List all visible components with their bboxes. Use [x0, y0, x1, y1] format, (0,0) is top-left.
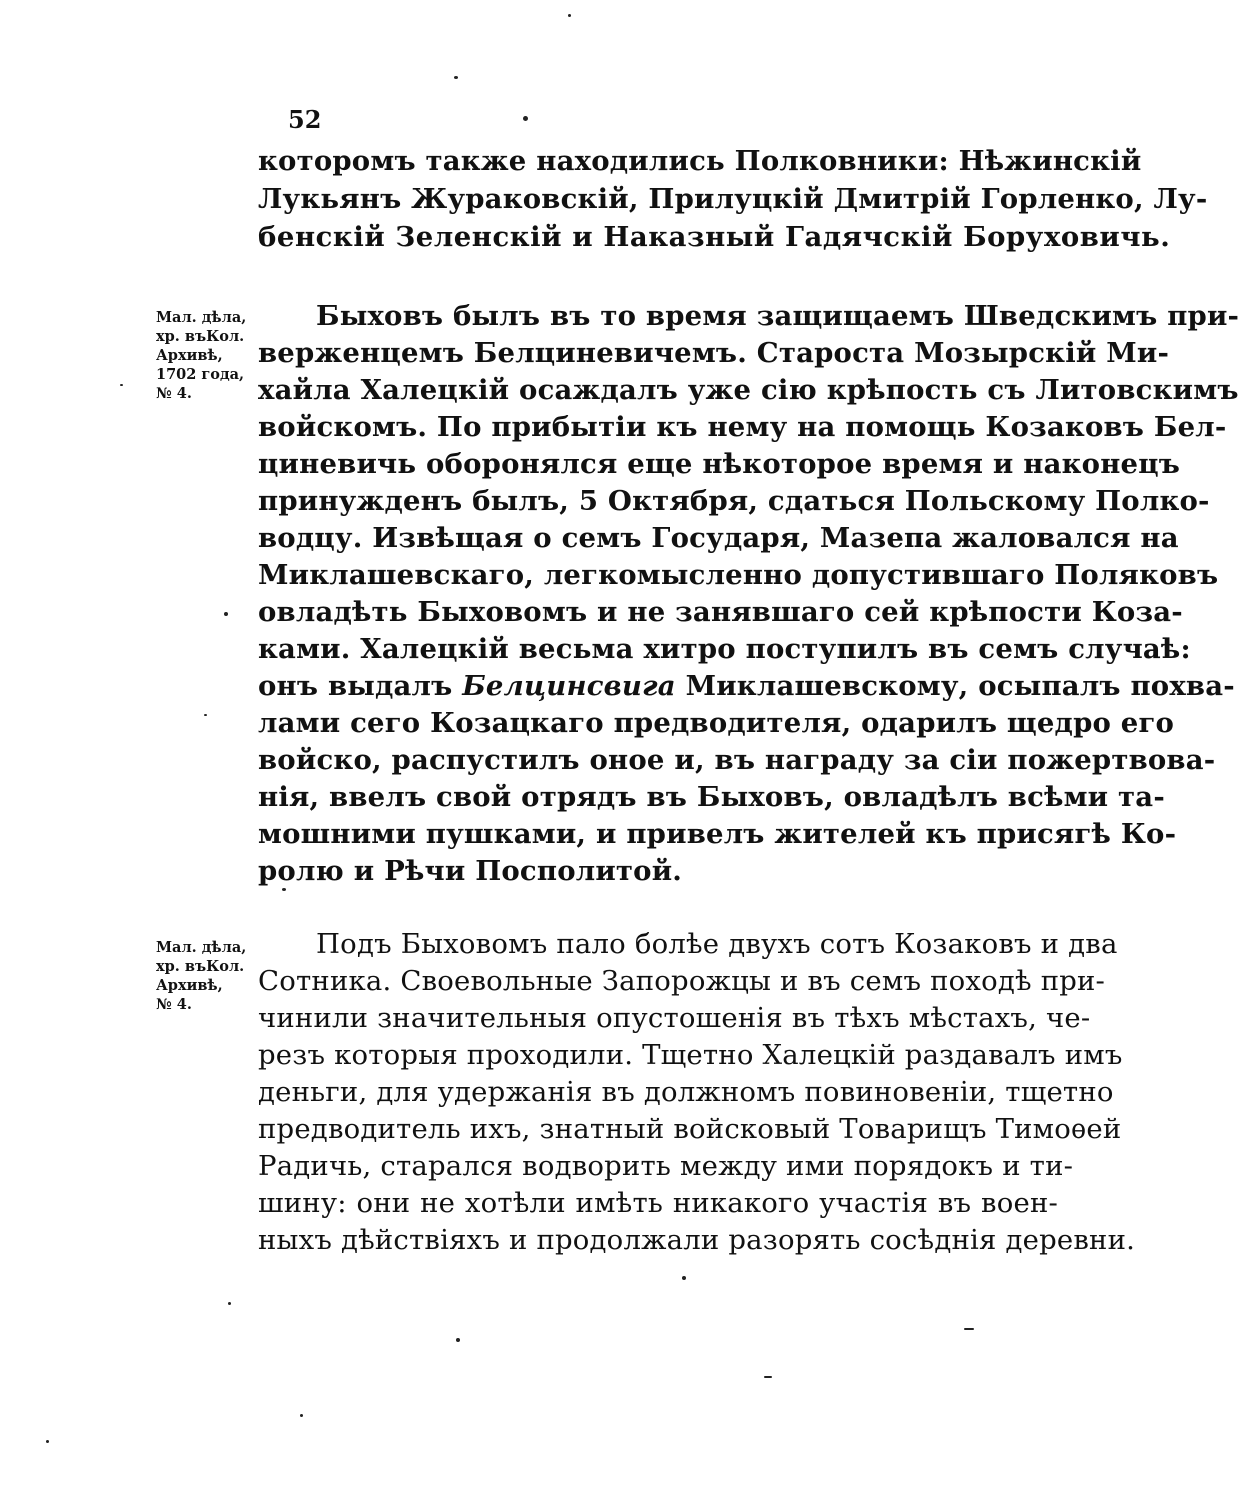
- text-line: ролю и Рѣчи Посполитой.: [258, 855, 683, 887]
- text-line: бенскій Зеленскій и Наказный Гадячскій Боруховичь.: [258, 221, 1171, 253]
- text-line: нія, ввелъ свой отрядъ въ Быховъ, овладѣлъ всѣми та-: [258, 781, 1165, 813]
- text-line-mixed: [258, 668, 1235, 705]
- text-line: Миклашевскаго, легкомысленно допустившаго Поляковъ: [258, 559, 1219, 591]
- text-line: Лукьянъ Жураковскій, Прилуцкій Дмитрій Горленко, Лу-: [258, 183, 1208, 215]
- italic-name: Белцинсвига: [462, 670, 676, 702]
- text-line: верженцемъ Белциневичемъ. Староста Мозырскій Ми-: [258, 337, 1170, 369]
- text-span: Миклашевскому, осыпалъ похва-: [685, 670, 1235, 702]
- marginal-note-line: Мал. дѣла,: [156, 939, 247, 956]
- marginal-note-line: 1702 года,: [156, 366, 245, 383]
- text-line: хайла Халецкій осаждалъ уже сію крѣпость съ Литовскимъ: [258, 374, 1239, 406]
- text-line: ками. Халецкій весьма хитро поступилъ въ семъ случаѣ:: [258, 633, 1191, 665]
- text-line: лами сего Козацкаго предводителя, одарилъ щедро его: [258, 707, 1175, 739]
- scan-speck: [204, 714, 207, 716]
- text-line: шину: они не хотѣли имѣть никакого участія въ воен-: [258, 1187, 1058, 1219]
- text-line: мошними пушками, и привелъ жителей къ присягѣ Ко-: [258, 818, 1177, 850]
- marginal-note-line: Архивѣ,: [156, 347, 223, 364]
- text-line: Радичь, старался водворить между ими порядокъ и ти-: [258, 1150, 1074, 1182]
- marginal-note-line: хр. въКол.: [156, 958, 245, 975]
- text-line: которомъ также находились Полковники: Нѣжинскій: [258, 145, 1142, 177]
- text-line: резъ которыя проходили. Тщетно Халецкій раздавалъ имъ: [258, 1039, 1123, 1071]
- text-line: деньги, для удержанія въ должномъ повиновеніи, тщетно: [258, 1076, 1114, 1108]
- scan-speck: [568, 14, 571, 17]
- scan-speck: [300, 1414, 303, 1417]
- text-line: водцу. Извѣщая о семъ Государя, Мазепа жаловался на: [258, 522, 1179, 554]
- text-line: овладѣть Быховомъ и не занявшаго сей крѣпости Коза-: [258, 596, 1183, 628]
- marginal-note-line: Архивѣ,: [156, 977, 223, 994]
- marginal-note-line: № 4.: [156, 385, 192, 402]
- scan-speck: [282, 888, 286, 891]
- text-line: Быховъ былъ въ то время защищаемъ Шведскимъ при-: [316, 300, 1239, 332]
- scan-speck: [523, 116, 528, 121]
- text-line: предводитель ихъ, знатный войсковый Товарищъ Тимоѳей: [258, 1113, 1122, 1145]
- text-line: войско, распустилъ оное и, въ награду за сіи пожертвова-: [258, 744, 1216, 776]
- marginal-note-line: хр. въКол.: [156, 328, 245, 345]
- text-line: чинили значительныя опустошенія въ тѣхъ мѣстахъ, че-: [258, 1002, 1091, 1034]
- scan-speck: [224, 612, 228, 616]
- text-line: принужденъ былъ, 5 Октября, сдаться Польскому Полко-: [258, 485, 1210, 517]
- text-line: ныхъ дѣйствіяхъ и продолжали разорять сосѣднія деревни.: [258, 1224, 1136, 1256]
- scan-speck: [454, 76, 458, 79]
- scan-speck: [46, 1440, 49, 1443]
- scan-speck: [682, 1276, 686, 1280]
- marginal-note-archive-1: [156, 308, 266, 403]
- text-line: войскомъ. По прибытіи къ нему на помощь Козаковъ Бел-: [258, 411, 1227, 443]
- text-span: онъ выдалъ: [258, 670, 453, 702]
- text-line: циневичь оборонялся еще нѣкоторое время и наконецъ: [258, 448, 1181, 480]
- marginal-note-line: Мал. дѣла,: [156, 309, 247, 326]
- scan-speck: [228, 1302, 231, 1305]
- scan-speck: [456, 1338, 460, 1342]
- scan-speck: [964, 1328, 974, 1330]
- scan-speck: [120, 384, 123, 386]
- page-number: 52: [288, 105, 322, 134]
- text-line: Сотника. Своевольные Запорожцы и въ семъ походѣ при-: [258, 965, 1106, 997]
- marginal-note-line: № 4.: [156, 996, 192, 1013]
- scan-speck: [764, 1376, 772, 1378]
- text-line: Подъ Быховомъ пало болѣе двухъ сотъ Козаковъ и два: [316, 928, 1118, 960]
- marginal-note-archive-2: [156, 938, 266, 1014]
